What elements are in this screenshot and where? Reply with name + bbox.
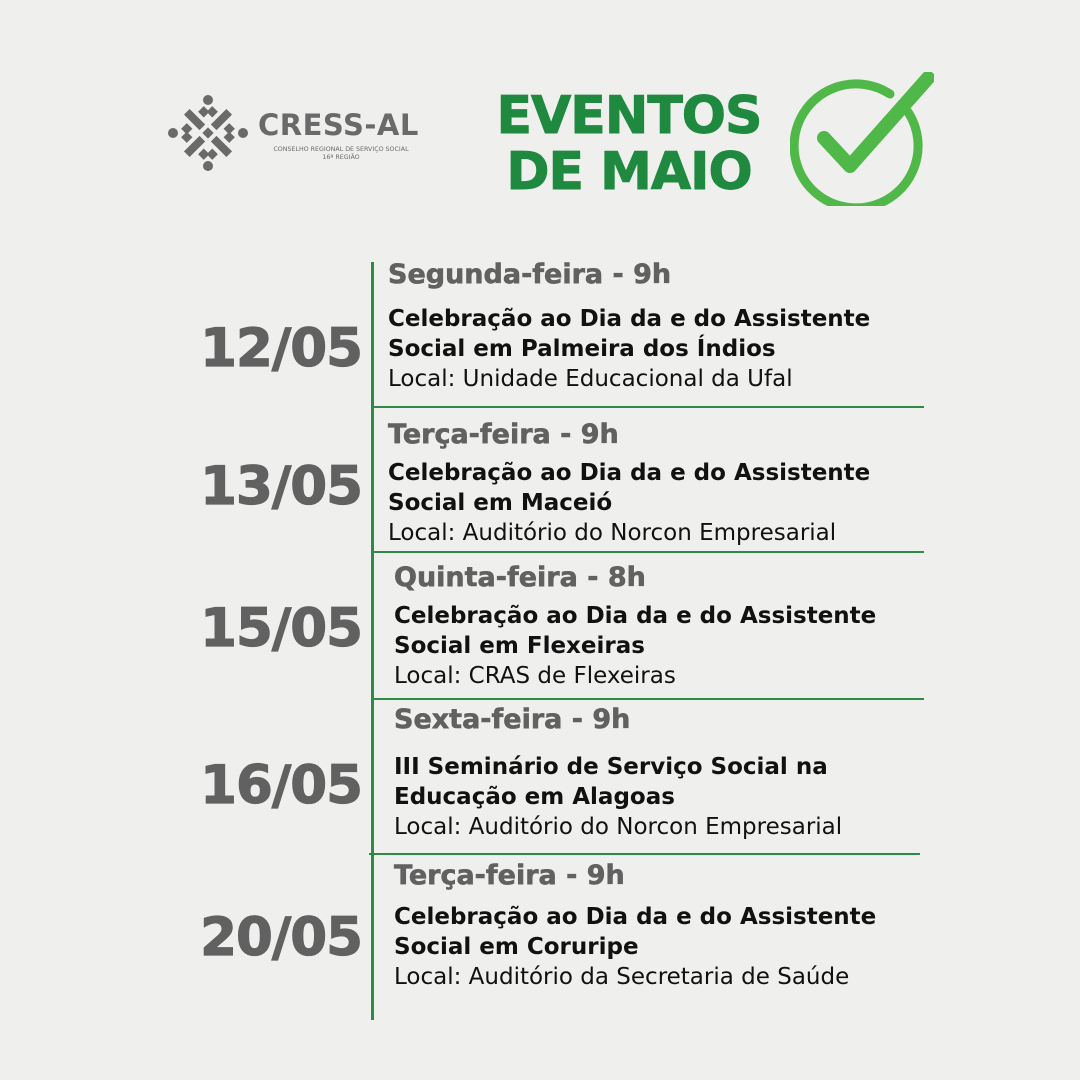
event-location: Local: CRAS de Flexeiras xyxy=(394,663,676,689)
cress-logo-mark-icon xyxy=(166,94,250,172)
event-description-line2: Social em Palmeira dos Índios xyxy=(388,336,776,362)
event-description-line2: Educação em Alagoas xyxy=(394,784,675,810)
event-description-line1: Celebração ao Dia da e do Assistente xyxy=(388,460,871,486)
event-item xyxy=(394,706,954,842)
event-date: 15/05 xyxy=(200,598,362,659)
event-day-time: Quinta-feira - 8h xyxy=(394,562,646,593)
check-circle-icon xyxy=(790,72,934,206)
cress-al-logo xyxy=(166,94,426,172)
title-line2: DE MAIO xyxy=(506,142,752,202)
event-description xyxy=(394,752,954,812)
event-description-line2: Social em Coruripe xyxy=(394,934,639,960)
event-day-time: Terça-feira - 9h xyxy=(394,860,625,891)
timeline-vertical-line xyxy=(371,262,374,1020)
event-date: 12/05 xyxy=(200,318,362,379)
event-item xyxy=(394,862,954,992)
event-item xyxy=(394,564,954,691)
event-description xyxy=(394,902,954,962)
event-location: Local: Auditório do Norcon Empresarial xyxy=(394,814,843,840)
event-day-time: Segunda-feira - 9h xyxy=(388,259,672,290)
event-date: 16/05 xyxy=(200,755,362,816)
event-location: Local: Unidade Educacional da Ufal xyxy=(388,366,793,392)
timeline-divider xyxy=(373,698,924,700)
event-description-line1: Celebração ao Dia da e do Assistente xyxy=(394,904,877,930)
event-description-line2: Social em Maceió xyxy=(388,490,613,516)
event-item xyxy=(388,261,948,394)
event-day-time: Terça-feira - 9h xyxy=(388,419,619,450)
event-date: 20/05 xyxy=(200,907,362,968)
event-day-time: Sexta-feira - 9h xyxy=(394,704,631,735)
event-item xyxy=(388,421,948,548)
event-description-line1: III Seminário de Serviço Social na xyxy=(394,754,828,780)
event-description xyxy=(388,458,948,518)
logo-name: CRESS-AL xyxy=(258,108,419,142)
event-description xyxy=(394,601,954,661)
timeline-divider xyxy=(373,551,924,553)
event-description-line1: Celebração ao Dia da e do Assistente xyxy=(388,306,871,332)
event-description xyxy=(388,304,948,364)
event-location: Local: Auditório da Secretaria de Saúde xyxy=(394,964,850,990)
event-location: Local: Auditório do Norcon Empresarial xyxy=(388,520,837,546)
event-date: 13/05 xyxy=(200,456,362,517)
title-line1: EVENTOS xyxy=(496,86,762,146)
event-description-line2: Social em Flexeiras xyxy=(394,633,645,659)
event-description-line1: Celebração ao Dia da e do Assistente xyxy=(394,603,877,629)
page-title xyxy=(476,86,782,202)
timeline-divider xyxy=(373,406,924,408)
logo-subtitle-line2: 16ª REGIÃO xyxy=(322,153,360,161)
logo-subtitle xyxy=(258,146,424,161)
timeline-divider xyxy=(369,853,920,855)
logo-subtitle-line1: CONSELHO REGIONAL DE SERVIÇO SOCIAL xyxy=(273,146,409,153)
